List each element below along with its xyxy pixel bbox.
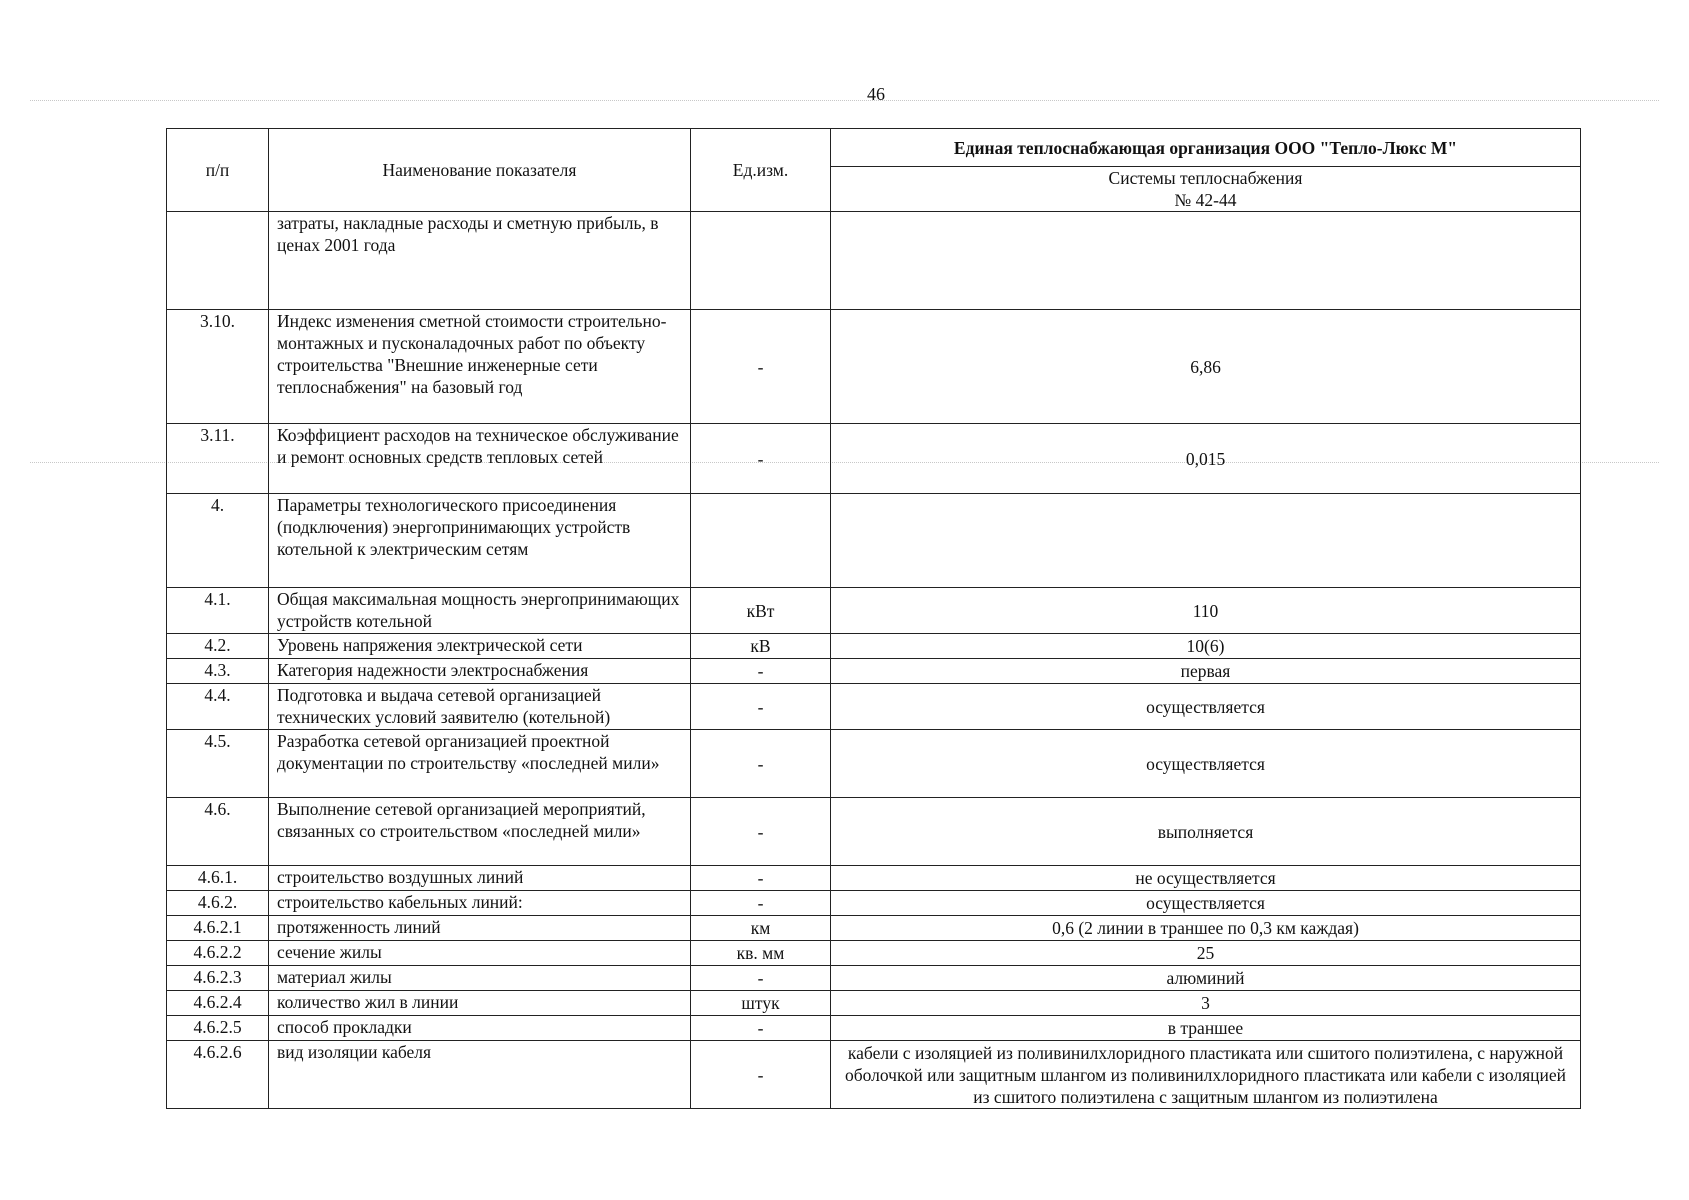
row-num: 4.6.2.1: [167, 916, 269, 941]
row-name: сечение жилы: [269, 941, 691, 966]
row-unit: км: [691, 916, 831, 941]
table-row: [167, 212, 1581, 310]
row-num: 4.4.: [167, 684, 269, 730]
header-col-name: Наименование показателя: [269, 129, 691, 212]
row-name: Разработка сетевой организацией проектной документации по строительству «последней мили»: [269, 730, 691, 798]
row-name: строительство воздушных линий: [269, 866, 691, 891]
row-num: [167, 212, 269, 310]
row-unit: -: [691, 966, 831, 991]
row-name: Подготовка и выдача сетевой организацией технических условий заявителю (котельной): [269, 684, 691, 730]
table-row: [167, 991, 1581, 1016]
row-name: Общая максимальная мощность энергопринимающих устройств котельной: [269, 588, 691, 634]
row-value: [831, 212, 1581, 310]
row-unit: кВ: [691, 634, 831, 659]
row-unit: -: [691, 891, 831, 916]
row-num: 4.3.: [167, 659, 269, 684]
row-value: осуществляется: [831, 684, 1581, 730]
row-name: вид изоляции кабеля: [269, 1041, 691, 1109]
row-num: 4.6.2.5: [167, 1016, 269, 1041]
header-systems-line1: Системы теплоснабжения: [1108, 168, 1303, 188]
row-unit: -: [691, 659, 831, 684]
header-col-unit: Ед.изм.: [691, 129, 831, 212]
row-value: осуществляется: [831, 730, 1581, 798]
row-num: 3.11.: [167, 424, 269, 494]
row-num: 4.6.1.: [167, 866, 269, 891]
row-value: выполняется: [831, 798, 1581, 866]
row-unit: -: [691, 684, 831, 730]
row-num: 4.: [167, 494, 269, 588]
row-value: алюминий: [831, 966, 1581, 991]
table-row: [167, 684, 1581, 730]
row-unit: -: [691, 310, 831, 424]
table-row: [167, 891, 1581, 916]
table-row: [167, 424, 1581, 494]
row-value: 3: [831, 991, 1581, 1016]
header-systems: [831, 167, 1581, 212]
row-num: 4.6.2.3: [167, 966, 269, 991]
table-row: [167, 310, 1581, 424]
row-name: Выполнение сетевой организацией мероприятий, связанных со строительством «последней мили»: [269, 798, 691, 866]
page-number: 46: [867, 84, 885, 104]
row-num: 4.5.: [167, 730, 269, 798]
row-name: протяженность линий: [269, 916, 691, 941]
row-value: 0,6 (2 линии в траншее по 0,3 км каждая): [831, 916, 1581, 941]
indicators-table: [166, 128, 1581, 1109]
row-value: в траншее: [831, 1016, 1581, 1041]
row-value: 25: [831, 941, 1581, 966]
row-name: количество жил в линии: [269, 991, 691, 1016]
table-row: [167, 588, 1581, 634]
row-num: 4.6.: [167, 798, 269, 866]
row-unit: -: [691, 866, 831, 891]
row-value: [831, 494, 1581, 588]
table-row: [167, 1041, 1581, 1109]
row-unit: штук: [691, 991, 831, 1016]
row-value: 6,86: [831, 310, 1581, 424]
table-row-section: [167, 494, 1581, 588]
row-num: 4.1.: [167, 588, 269, 634]
row-unit: -: [691, 1041, 831, 1109]
row-num: 4.6.2.2: [167, 941, 269, 966]
row-name: строительство кабельных линий:: [269, 891, 691, 916]
table-row: [167, 966, 1581, 991]
table-row: [167, 730, 1581, 798]
row-value: осуществляется: [831, 891, 1581, 916]
table-row: [167, 941, 1581, 966]
row-name: Коэффициент расходов на техническое обслуживание и ремонт основных средств тепловых сетей: [269, 424, 691, 494]
table-row: [167, 659, 1581, 684]
row-num: 4.6.2.4: [167, 991, 269, 1016]
table-row: [167, 866, 1581, 891]
row-unit: [691, 212, 831, 310]
row-unit: -: [691, 424, 831, 494]
row-num: 4.2.: [167, 634, 269, 659]
header-org: Единая теплоснабжающая организация ООО "Тепло-Люкс М": [831, 129, 1581, 167]
row-name: Категория надежности электроснабжения: [269, 659, 691, 684]
row-num: 4.6.2.6: [167, 1041, 269, 1109]
header-systems-line2: № 42-44: [1174, 190, 1237, 210]
row-unit: -: [691, 1016, 831, 1041]
header-col-num: п/п: [167, 129, 269, 212]
row-value: кабели с изоляцией из поливинилхлоридного пластиката или сшитого полиэтилена, с наружной оболочкой или защитным шлангом из поливинилхлоридного пластиката или кабели с изоляцией из сшитого полиэтилена с защитным шлангом из полиэтилена: [831, 1041, 1581, 1109]
row-value: 10(6): [831, 634, 1581, 659]
row-unit: [691, 494, 831, 588]
row-name: Параметры технологического присоединения (подключения) энергопринимающих устройств котельной к электрическим сетям: [269, 494, 691, 588]
row-num: 3.10.: [167, 310, 269, 424]
row-unit: кв. мм: [691, 941, 831, 966]
row-unit: -: [691, 798, 831, 866]
table-row: [167, 1016, 1581, 1041]
table-row: [167, 798, 1581, 866]
table-row: [167, 634, 1581, 659]
row-name: способ прокладки: [269, 1016, 691, 1041]
header-row-1: [167, 129, 1581, 167]
row-value: не осуществляется: [831, 866, 1581, 891]
row-name: затраты, накладные расходы и сметную прибыль, в ценах 2001 года: [269, 212, 691, 310]
row-name: материал жилы: [269, 966, 691, 991]
row-value: 110: [831, 588, 1581, 634]
table-row: [167, 916, 1581, 941]
row-value: первая: [831, 659, 1581, 684]
row-name: Индекс изменения сметной стоимости строительно-монтажных и пусконаладочных работ по объекту строительства "Внешние инженерные сети теплоснабжения" на базовый год: [269, 310, 691, 424]
row-unit: кВт: [691, 588, 831, 634]
row-unit: -: [691, 730, 831, 798]
row-name: Уровень напряжения электрической сети: [269, 634, 691, 659]
row-num: 4.6.2.: [167, 891, 269, 916]
row-value: 0,015: [831, 424, 1581, 494]
